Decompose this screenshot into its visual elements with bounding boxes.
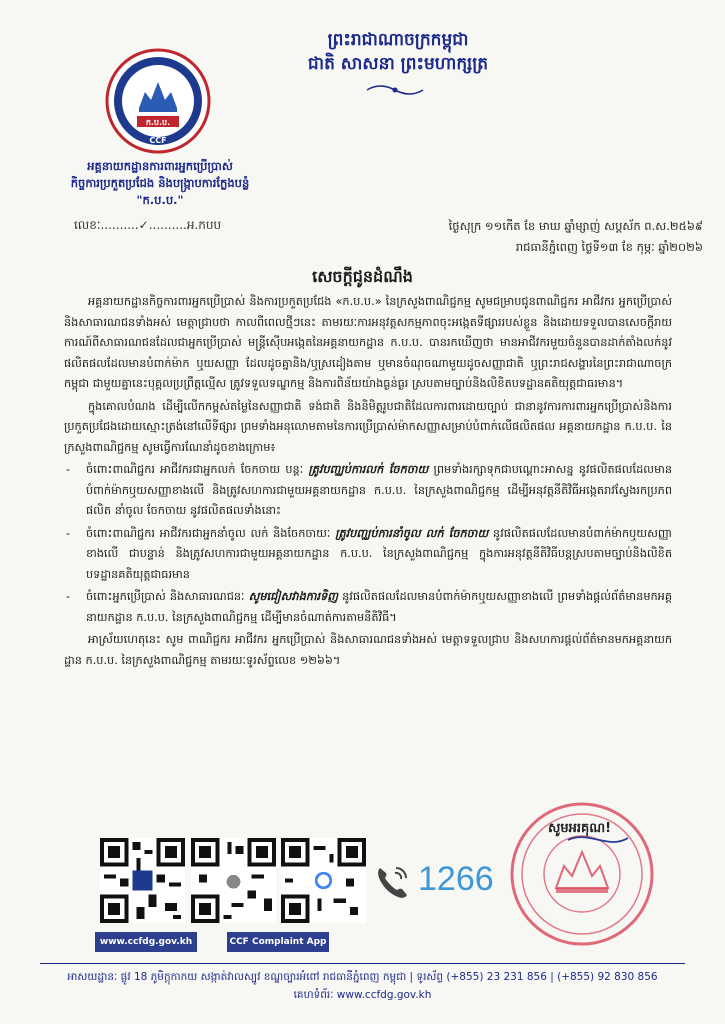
lunar-date: ថ្ងៃសុក្រ ១១កើត ខែ មាឃ ឆ្នាំម្សាញ់ សប្តស័ក ព.ស.២៥៦៩	[448, 219, 703, 233]
signature-label: សូមអរគុណ!	[548, 821, 612, 836]
footer-divider	[40, 963, 685, 964]
logo-ccf-text: CCF	[149, 136, 167, 145]
agency-name	[30, 158, 290, 209]
list-item	[86, 524, 672, 586]
footer-address: អាសយដ្ឋានៈ ផ្លូវ 18 ភូមិក្តុកាកយ សង្កាត់វាលស្បូវ ខណ្ឌច្បារអំពៅ រាជធានីភ្នំពេញ កម្ពុជា | ទូរស័ព្ទ (+855) 23 231 856 | (+855) 92 830 856	[67, 971, 658, 983]
item-emphasis: ត្រូវបញ្ឈប់ការនាំចូល លក់ ចែកចាយ	[335, 526, 489, 540]
instruction-list	[64, 460, 672, 628]
list-item	[86, 460, 672, 522]
paragraph-2: ក្នុងគោលបំណង ដើម្បីលើកកម្ពស់តម្លៃនៃសញ្ញាជាតិ ទង់ជាតិ និងនិមិត្តរូបជាតិដែលការពារដោយច្បាប់ ជានានូវការការពារអ្នកប្រើប្រាស់និងការប្រកួតប្រជែងដោយស្មោះត្រង់នៅលើទីផ្សារ ព្រមទាំងអនុលោមតាមនៃការប្រើប្រាស់ម៉ាកសញ្ញាសម្រាប់បំពាក់លើផលិតផល អគ្គនាយកដ្ឋាន ក.ប.ប. នៃក្រសួងពាណិជ្ជកម្ម សូមធ្វើការណែនាំដូចខាងក្រោម៖	[64, 399, 672, 454]
kingdom-line-1: ព្រះរាជាណាចក្រកម្ពុជា	[327, 30, 469, 50]
reference-number: លេខៈ..........✓..........អ.កបប	[74, 218, 222, 232]
item-emphasis: សូមជៀសវាងការទិញ	[248, 590, 339, 603]
paragraph-1: អគ្គនាយកដ្ឋានកិច្ចការពារអ្នកប្រើប្រាស់ និងការប្រកួតប្រជែង «ក.ប.ប.» នៃក្រសួងពាណិជ្ជកម្ម សូមជម្រាបជូនពាណិជ្ជករ អាជីវករ អ្នកប្រើប្រាស់ និងសាធារណជនទាំងអស់ មេត្តាជ្រាបថា កាលពីពេលថ្មីៗនេះ តាមរយៈការអនុវត្តសកម្មភាពចុះអង្កេតទីផ្សាររបស់ខ្លួន និងដោយទទួលបានសេចក្តីរាយការណ៍ពីសាធារណជនដែលជាអ្នកប្រើប្រាស់ មន្ត្រីស៊ើបអង្កេតនៃអគ្គនាយកដ្ឋាន ក.ប.ប. បានរកឃើញថា មានអាជីវករមួយចំនួនបានដាក់តាំងលក់នូវផលិតផលដែលមានបំពាក់ម៉ាក ឬយសញ្ញា ដែលដូចគ្នានិង/ឬស្រដៀងតាម ឬមានចំណុចណាមួយដូចសញ្ញាជាតិ ឬព្រះរាជសង្ហារនៃព្រះរាជាណាចក្រកម្ពុជា ជាមួយគ្នានេះបុគ្គលប្រព្រឹត្តល្មើស ត្រូវទទួលទណ្ឌកម្ម និងការពិន័យយ៉ាងធ្ងន់ធ្ងរ ស្របតាមច្បាប់និងលិខិតបទដ្ឋានគតិយុត្តជាធរមាន។	[64, 295, 672, 390]
paragraph-3: អាស្រ័យហេតុនេះ សូម ពាណិជ្ជករ អាជីវករ អ្នកប្រើប្រាស់ និងសាធារណជនទាំងអស់ មេត្តាទទួលជ្រាប និងសហការផ្តល់ព័ត៌មានមកអគ្គនាយកដ្ឋាន ក.ប.ប. នៃក្រសួងពាណិជ្ជកម្ម តាមរយៈទូរស័ព្ទលេខ ១២៦៦។	[64, 633, 672, 667]
kingdom-line-2: ជាតិ សាសនា ព្រះមហាក្សត្រ	[307, 54, 489, 74]
website-qr-icon[interactable]	[100, 838, 185, 923]
ornament-divider-icon	[365, 82, 425, 98]
apple-app-qr-icon[interactable]	[191, 838, 276, 923]
item-text: ចំពោះអ្នកប្រើប្រាស់ និងសាធារណជនៈ	[86, 590, 249, 603]
item-text: នូវផលិតផលដែលមានបំពាក់ម៉ាកឬយសញ្ញាខាងលើ ជាបន្ទាន់ និងត្រូវសហការជាមួយអគ្គនាយកដ្ឋាន ក.ប.ប. នៃក្រសួងពាណិជ្ជកម្ម ក្នុងការអនុវត្តនីតិវិធីបន្តស្របតាមច្បាប់និងលិខិតបទដ្ឋានគតិយុត្តជាធរមាន	[86, 526, 672, 581]
footer	[40, 968, 685, 1004]
document-title: សេចក្តីជូនដំណឹង	[312, 267, 413, 286]
agency-line-2: កិច្ចការប្រកួតប្រជែង និងបង្ក្រាបការក្លែងបន្លំ	[70, 176, 250, 190]
logo-abbr-text: ក.ប.ប.	[145, 118, 171, 127]
footer-website[interactable]: គេហទំព័រៈ www.ccfdg.gov.kh	[293, 989, 432, 1001]
date-block	[393, 216, 703, 258]
kingdom-header	[258, 28, 538, 76]
phone-icon	[372, 862, 412, 902]
ccf-logo	[105, 48, 211, 154]
item-text: ចំពោះពាណិជ្ជករ អាជីវករជាអ្នកលក់ ចែកចាយ បន្តៈ	[86, 463, 309, 476]
agency-line-1: អគ្គនាយកដ្ឋានការពារអ្នកប្រើប្រាស់	[87, 159, 233, 173]
list-item	[86, 587, 672, 628]
document-body	[64, 292, 672, 673]
item-emphasis: ត្រូវបញ្ឈប់ការលក់ ចែកចាយ	[308, 463, 429, 476]
item-text: ព្រមទាំងរក្សាទុកជាបណ្តោះអាសន្ន នូវផលិតផលដែលមានបំពាក់ម៉ាកឬយសញ្ញាខាងលើ និងត្រូវសហការជាមួយអគ្គនាយកដ្ឋាន ក.ប.ប. នៃក្រសួងពាណិជ្ជកម្ម ដើម្បីអនុវត្តនីតិវិធីអង្កេតរាវស្វែងរកប្រភពផលិត នាំចូល ចែកចាយ នូវផលិតផលទាំងនោះ	[86, 463, 672, 517]
agency-line-3: "ក.ប.ប."	[136, 193, 184, 207]
hotline-number[interactable]: 1266	[418, 860, 494, 898]
website-button[interactable]: www.ccfdg.gov.kh	[95, 932, 197, 952]
item-text: ចំពោះពាណិជ្ជករ អាជីវករជាអ្នកនាំចូល លក់ និងចែកចាយៈ	[86, 526, 336, 540]
google-play-qr-icon[interactable]	[281, 838, 366, 923]
solar-date: រាជធានីភ្នំពេញ ថ្ងៃទី១៣ ខែ កុម្ភៈ ឆ្នាំ២០២៦	[515, 240, 703, 254]
item-text: នូវផលិតផលដែលមានបំពាក់ម៉ាកឬយសញ្ញាខាងលើ ព្រមទាំងផ្តល់ព័ត៌មានមកអគ្គនាយកដ្ឋាន ក.ប.ប. នៃក្រសួងពាណិជ្ជកម្ម ដើម្បីមានចំណាត់ការតាមនីតិវិធី។	[86, 590, 673, 624]
complaint-app-button[interactable]: CCF Complaint App	[227, 932, 329, 952]
